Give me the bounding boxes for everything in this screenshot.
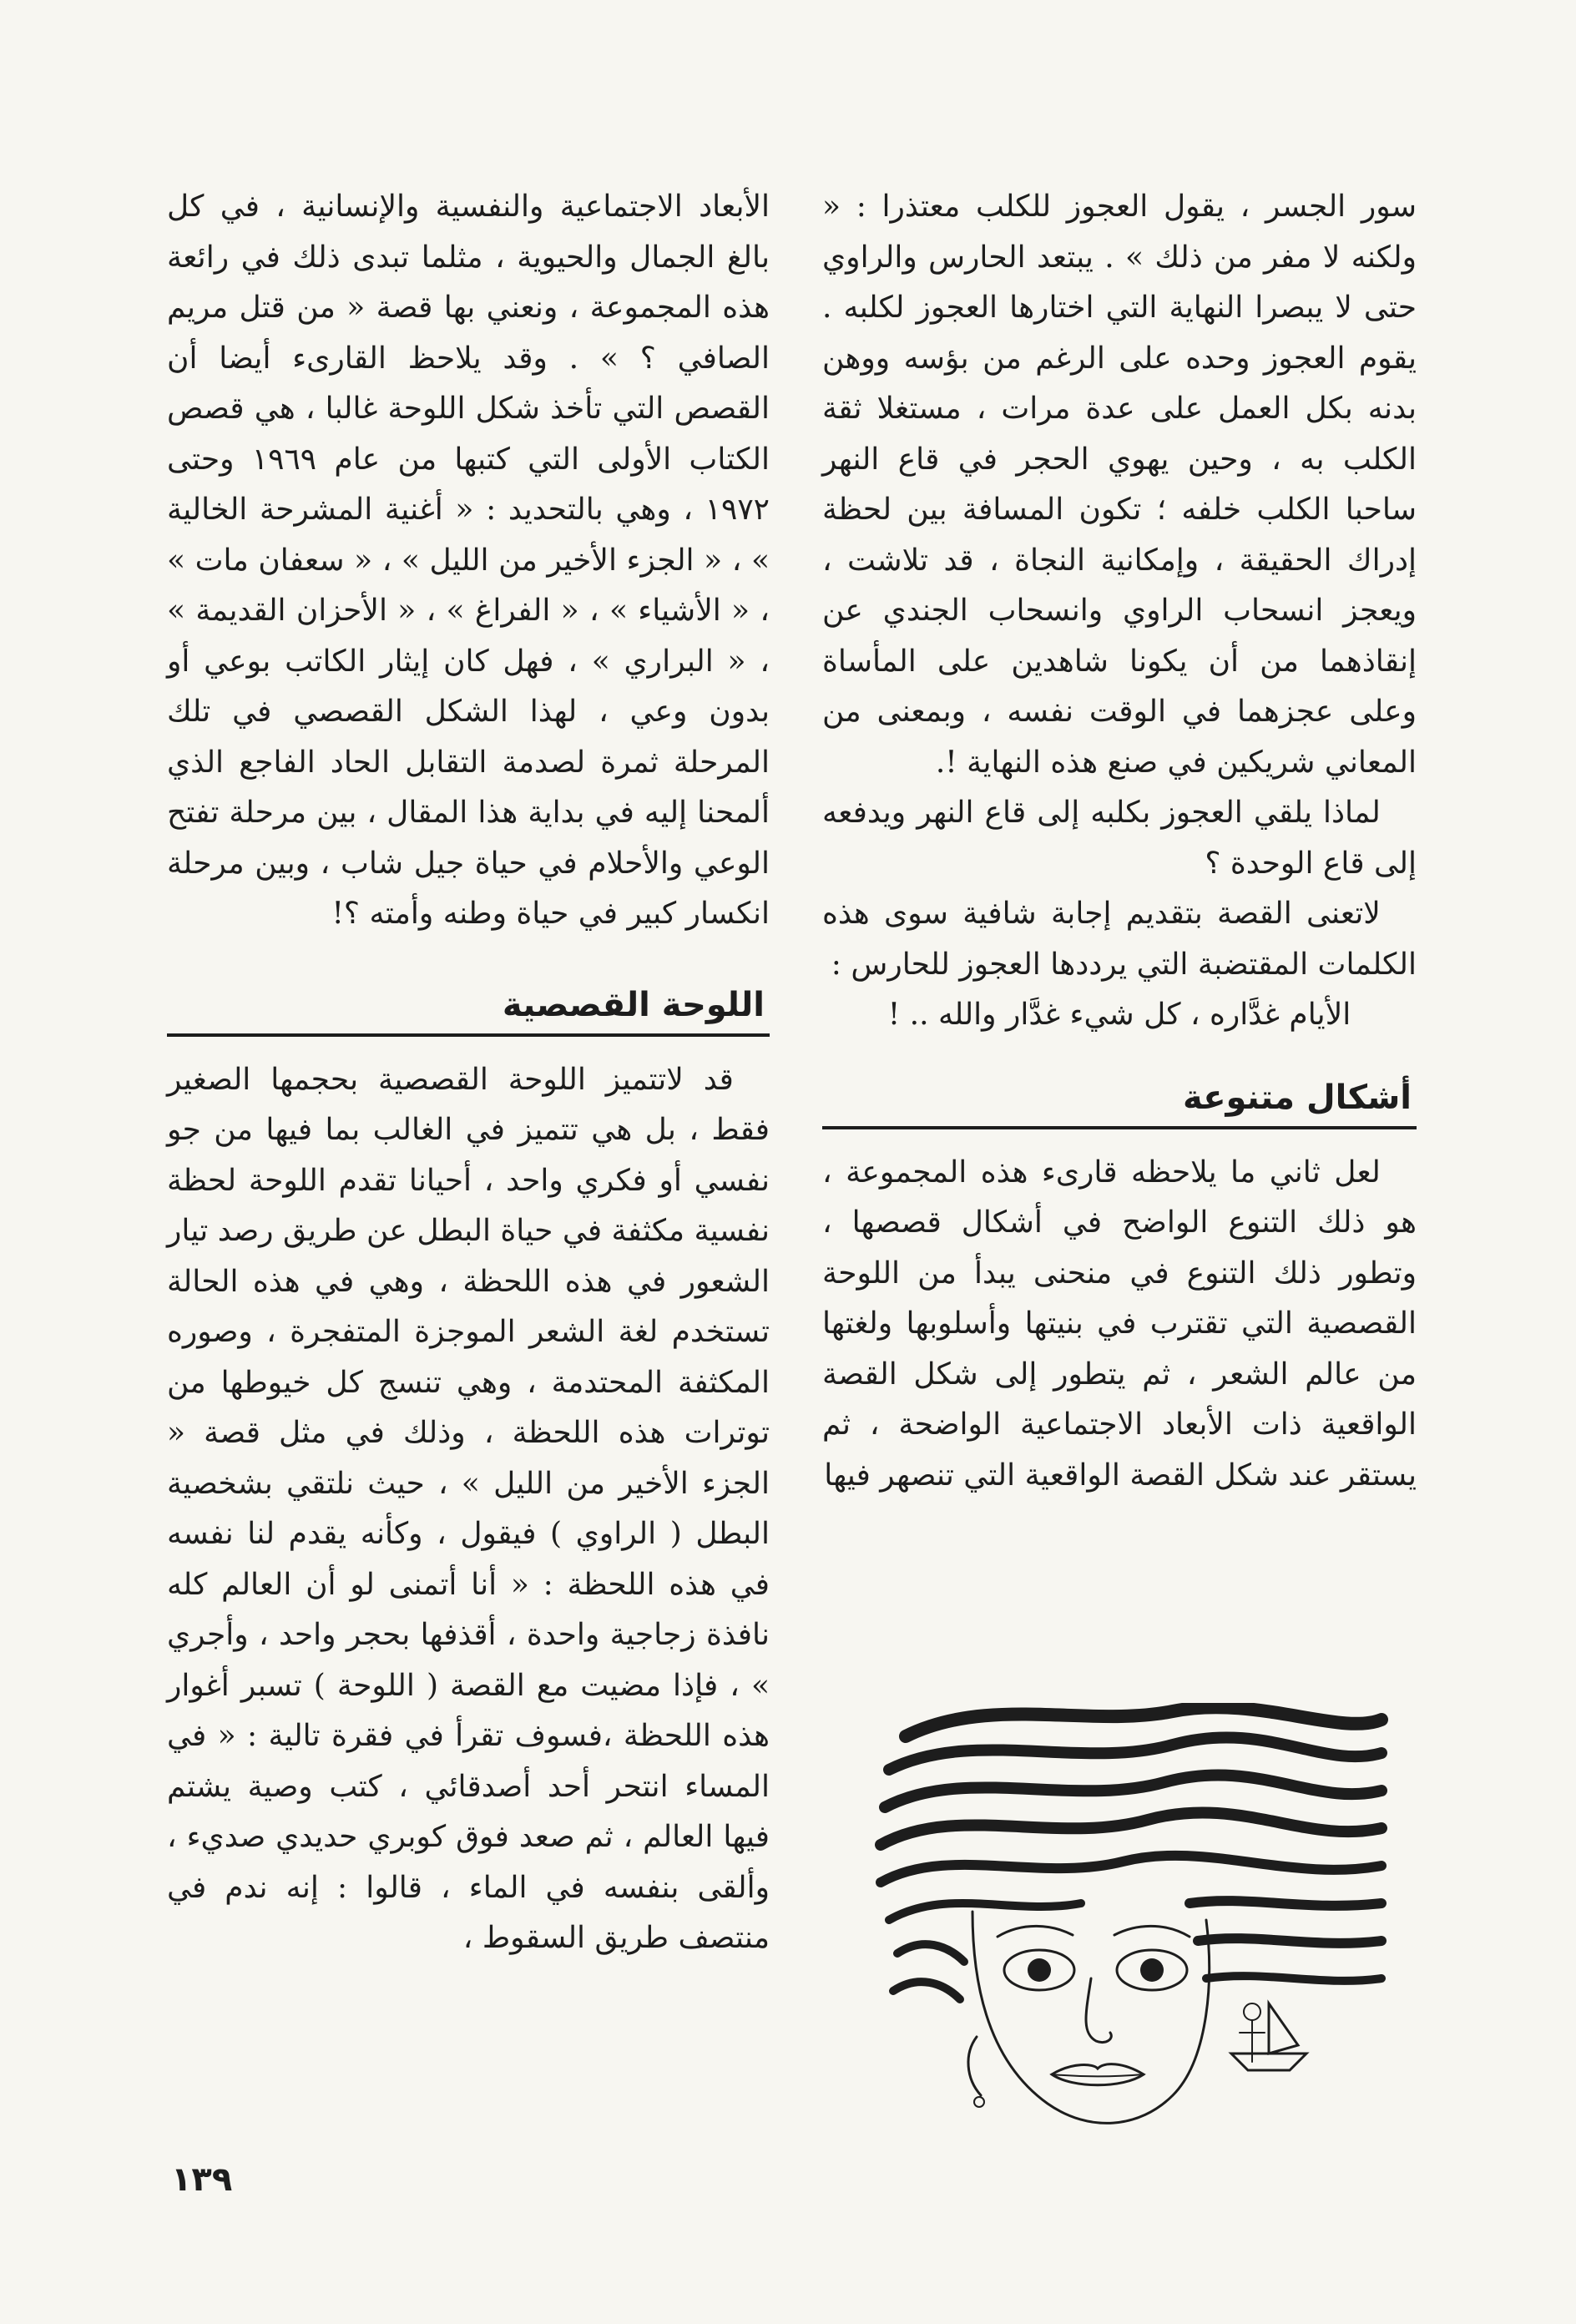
paragraph: قد لاتتميز اللوحة القصصية بحجمها الصغير فقط ، بل هي تتميز في الغالب بما فيها من جو نفسي أو فكري واحد ، أحيانا تقدم اللوحة لحظة نفسية مكثفة في حياة البطل عن طريق رصد تيار الشعور في هذه اللحظة ، وهي في هذه الحالة تستخدم لغة الشعر الموجزة المتفجرة ، وصوره المكثفة المحتدمة ، وهي تنسج كل خيوطها من توترات هذه اللحظة ، وذلك في مثل قصة « الجزء الأخير من الليل » ، حيث نلتقي بشخصية البطل ( الراوي ) فيقول ، وكأنه يقدم لنا نفسه في هذه اللحظة : « أنا أتمنى لو أن العالم كله نافذة زجاجية واحدة ، أقذفها بحجر واحد ، وأجري » ، فإذا مضيت مع القصة ( اللوحة ) تسبر أغوار هذه اللحظة ،فسوف تقرأ في فقرة تالية : « في المساء انتحر أحد أصدقائي ، كتب وصية يشتم فيها العالم ، ثم صعد فوق كوبري حديدي صديء ، وألقى بنفسه في الماء ، قالوا : إنه ندم في منتصف طريق السقوط ، [167,1062,770,1955]
paragraph: الأبعاد الاجتماعية والنفسية والإنسانية ، في كل بالغ الجمال والحيوية ، مثلما تبدى ذلك في رائعة هذه المجموعة ، ونعني بها قصة « من قتل مريم الصافي ؟ » . وقد يلاحظ القارىء أيضا أن القصص التي تأخذ شكل اللوحة غالبا ، هي قصص الكتاب الأولى التي كتبها من عام ١٩٦٩ وحتى ١٩٧٢ ، وهي بالتحديد : « أغنية المشرحة الخالية » ، « الجزء الأخير من الليل » ، « سعفان مات » ، « الأشياء » ، « الفراغ » ، « الأحزان القديمة » ، « البراري » ، فهل كان إيثار الكاتب بوعي أو بدون وعي ، لهذا الشكل القصصي في تلك المرحلة ثمرة لصدمة التقابل الحاد الفاجع الذي ألمحنا إليه في بداية هذا المقال ، بين مرحلة تفتح الوعي والأحلام في حياة جيل شاب ، وبين مرحلة انكسار كبير في حياة وطنه وأمته ؟! [167,189,770,931]
section-heading: اللوحة القصصية [167,973,770,1037]
section-heading: أشكال متنوعة [822,1066,1417,1129]
paragraph: سور الجسر ، يقول العجوز للكلب معتذرا : « ولكنه لا مفر من ذلك » . يبتعد الحارس والراوي حتى لا يبصرا النهاية التي اختارها العجوز لكلبه . يقوم العجوز وحده على الرغم من بؤسه ووهن بدنه بكل العمل على عدة مرات ، مستغلا ثقة الكلب به ، وحين يهوي الحجر في قاع النهر ساحبا الكلب خلفه ؛ تكون المسافة بين لحظة إدراك الحقيقة ، وإمكانية النجاة ، قد تلاشت ، ويعجز انسحاب الراوي وانسحاب الجندي عن إنقاذهما من أن يكونا شاهدين على المأساة وعلى عجزهما في الوقت نفسه ، وبمعنى من المعاني شريكين في صنع هذه النهاية !. [822,189,1417,780]
paragraph: لماذا يلقي العجوز بكلبه إلى قاع النهر ويدفعه إلى قاع الوحدة ؟ [822,796,1417,881]
page-number: ١٣٩ [171,2160,233,2199]
illustration-woman-face [872,1703,1390,2154]
quote-line: الأيام غدَّاره ، كل شيء غدَّار والله .. ! [887,998,1351,1032]
right-column [822,182,1417,1501]
paragraph: لعل ثاني ما يلاحظه قارىء هذه المجموعة ، هو ذلك التنوع الواضح في أشكال قصصها ، وتطور ذلك التنوع في منحنى يبدأ من اللوحة القصصية التي تقترب في بنيتها وأسلوبها ولغتها من عالم الشعر ، ثم يتطور إلى شكل القصة الواقعية ذات الأبعاد الاجتماعية الواضحة ، ثم يستقر عند شكل القصة الواقعية التي تنصهر فيها [822,1154,1417,1493]
paragraph: لاتعنى القصة بتقديم إجابة شافية سوى هذه الكلمات المقتضبة التي يرددها العجوز للحارس : [822,897,1417,982]
left-column [167,182,770,1964]
